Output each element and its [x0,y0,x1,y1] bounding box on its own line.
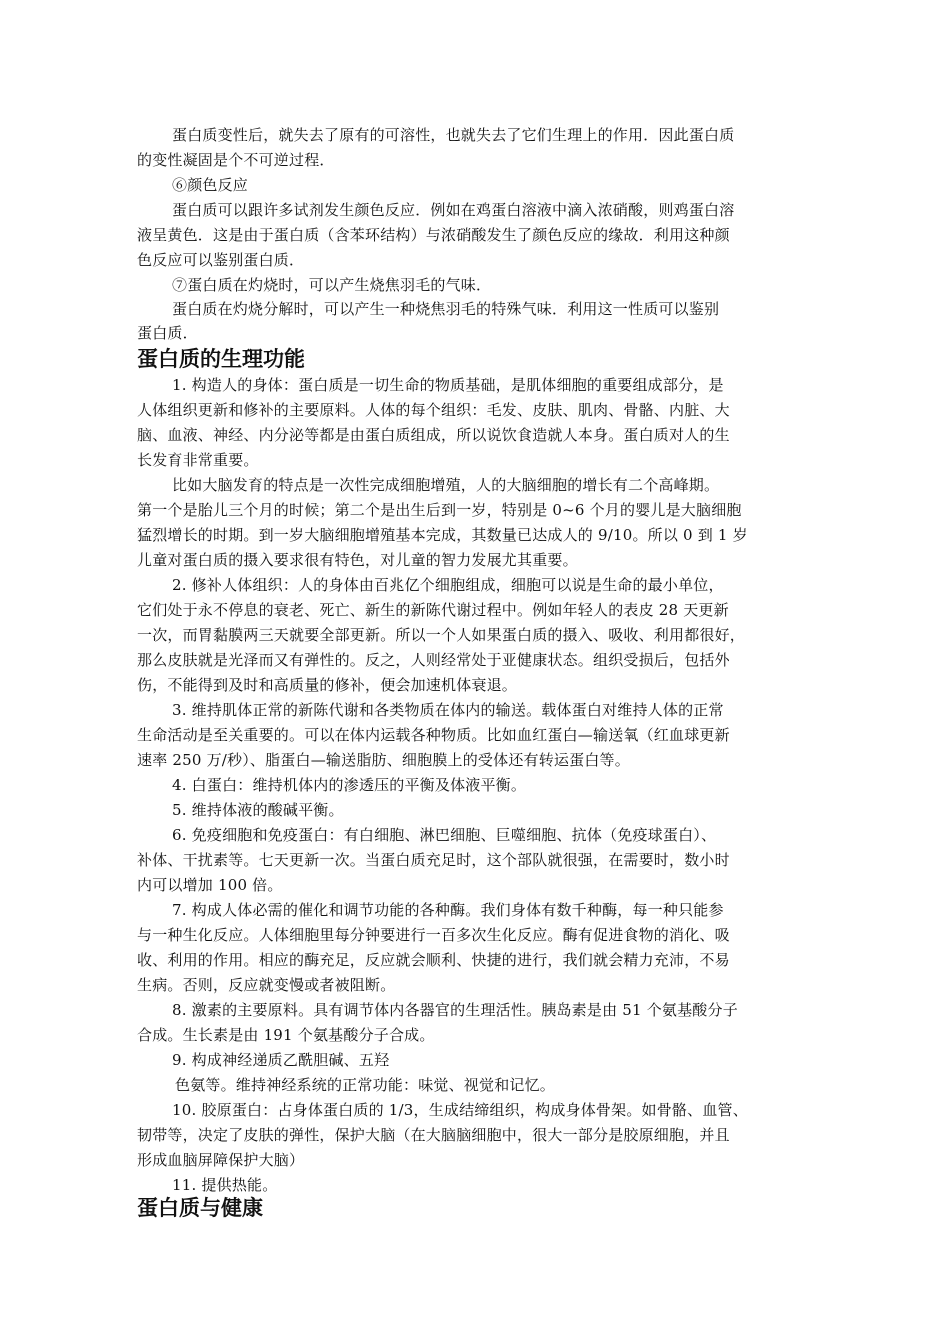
paragraph-line: 蛋白质变性后，就失去了原有的可溶性，也就失去了它们生理上的作用．因此蛋白质 [172,126,735,144]
section-heading: 蛋白质的生理功能 [137,347,305,371]
paragraph-line: 收、利用的作用。相应的酶充足，反应就会顺利、快捷的进行，我们就会精力充沛，不易 [137,951,730,969]
paragraph-line: 形成血脑屏障保护大脑） [137,1151,305,1169]
paragraph-line: ⑥颜色反应 [172,176,249,194]
paragraph-line: 7. 构成人体必需的催化和调节功能的各种酶。我们身体有数千种酶，每一种只能参 [172,901,724,919]
paragraph-line: 比如大脑发育的特点是一次性完成细胞增殖，人的大脑细胞的增长有二个高峰期。 [172,476,720,494]
paragraph-line: ⑦蛋白质在灼烧时，可以产生烧焦羽毛的气味． [172,276,492,294]
paragraph-line: 它们处于永不停息的衰老、死亡、新生的新陈代谢过程中。例如年轻人的表皮 28 天更新 [137,601,729,619]
paragraph-line: 补体、干扰素等。七天更新一次。当蛋白质充足时，这个部队就很强，在需要时，数小时 [137,851,730,869]
paragraph-line: 第一个是胎儿三个月的时候；第二个是出生后到一岁，特别是 0~6 个月的婴儿是大脑细胞 [137,501,742,519]
paragraph-line: 色反应可以鉴别蛋白质． [137,251,305,269]
paragraph-line: 蛋白质在灼烧分解时，可以产生一种烧焦羽毛的特殊气味．利用这一性质可以鉴别 [172,300,720,318]
paragraph-line: 人体组织更新和修补的主要原料。人体的每个组织：毛发、皮肤、肌肉、骨骼、内脏、大 [137,401,730,419]
paragraph-line: 生命活动是至关重要的。可以在体内运载各种物质。比如血红蛋白—输送氧（红血球更新 [137,726,730,744]
paragraph-line: 伤，不能得到及时和高质量的修补，便会加速机体衰退。 [137,676,518,694]
paragraph-line: 11. 提供热能。 [172,1176,278,1194]
paragraph-line: 9. 构成神经递质乙酰胆碱、五羟 [172,1051,390,1069]
paragraph-line: 那么皮肤就是光泽而又有弹性的。反之，人则经常处于亚健康状态。组织受损后，包括外 [137,651,730,669]
paragraph-line: 5. 维持体液的酸碱平衡。 [172,801,344,819]
paragraph-line: 脑、血液、神经、内分泌等都是由蛋白质组成，所以说饮食造就人本身。蛋白质对人的生 [137,426,730,444]
paragraph-line: 猛烈增长的时期。到一岁大脑细胞增殖基本完成，其数量已达成人的 9/10。所以 0 到 1 岁 [137,526,748,544]
paragraph-line: 内可以增加 100 倍。 [137,876,283,894]
paragraph-line: 合成。生长素是由 191 个氨基酸分子合成。 [137,1026,435,1044]
paragraph-line: 4. 白蛋白：维持机体内的渗透压的平衡及体液平衡。 [172,776,527,794]
paragraph-line: 生病。否则，反应就变慢或者被阻断。 [137,976,396,994]
paragraph-line: 10. 胶原蛋白：占身体蛋白质的 1/3，生成结缔组织，构成身体骨架。如骨骼、血管、 [172,1101,748,1119]
paragraph-line: 韧带等，决定了皮肤的弹性，保护大脑（在大脑脑细胞中，很大一部分是胶原细胞，并且 [137,1126,730,1144]
paragraph-line: 与一种生化反应。人体细胞里每分钟要进行一百多次生化反应。酶有促进食物的消化、吸 [137,926,730,944]
paragraph-line: 速率 250 万/秒）、脂蛋白—输送脂肪、细胞膜上的受体还有转运蛋白等。 [137,751,630,769]
paragraph-line: 1. 构造人的身体：蛋白质是一切生命的物质基础，是肌体细胞的重要组成部分，是 [172,376,724,394]
paragraph-line: 儿童对蛋白质的摄入要求很有特色，对儿童的智力发展尤其重要。 [137,551,578,569]
paragraph-line: 长发育非常重要。 [137,451,259,469]
paragraph-line: 2. 修补人体组织：人的身体由百兆亿个细胞组成，细胞可以说是生命的最小单位， [172,576,724,594]
paragraph-line: 6. 免疫细胞和免疫蛋白：有白细胞、淋巴细胞、巨噬细胞、抗体（免疫球蛋白）、 [172,826,717,844]
section-heading: 蛋白质与健康 [137,1196,263,1220]
paragraph-line: 蛋白质． [137,324,198,342]
paragraph-line: 一次，而胃黏膜两三天就要全部更新。所以一个人如果蛋白质的摄入、吸收、利用都很好， [137,626,746,644]
paragraph-line: 8. 激素的主要原料。具有调节体内各器官的生理活性。胰岛素是由 51 个氨基酸分子 [172,1001,738,1019]
paragraph-line: 色氨等。维持神经系统的正常功能：味觉、视觉和记忆。 [175,1076,556,1094]
paragraph-line: 的变性凝固是个不可逆过程． [137,151,335,169]
paragraph-line: 3. 维持肌体正常的新陈代谢和各类物质在体内的输送。载体蛋白对维持人体的正常 [172,701,724,719]
paragraph-line: 蛋白质可以跟许多试剂发生颜色反应．例如在鸡蛋白溶液中滴入浓硝酸，则鸡蛋白溶 [172,201,735,219]
paragraph-line: 液呈黄色．这是由于蛋白质（含苯环结构）与浓硝酸发生了颜色反应的缘故．利用这种颜 [137,226,730,244]
